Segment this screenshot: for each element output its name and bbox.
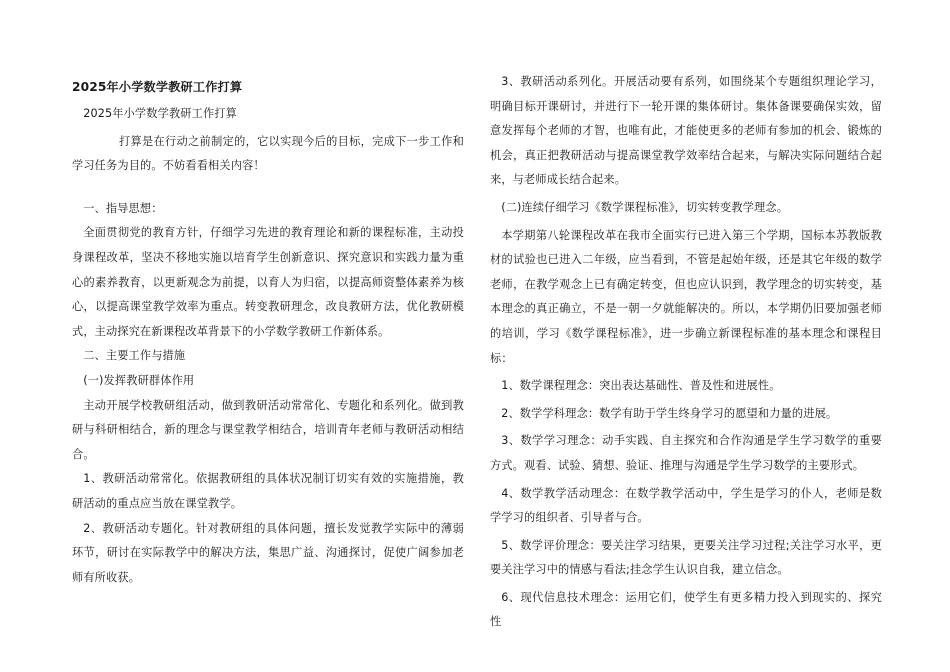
paragraph-topic-activity: 2、教研活动专题化。针对教研组的具体问题，擅长发觉教学实际中的薄弱环节，研讨在实际教学中的解决方法，集思广益、沟通探讨，促使广阔参加老师有所收获。 xyxy=(72,521,464,584)
section-heading-guiding-thought: 一、指导思想： xyxy=(83,201,163,215)
section-heading-main-work: 二、主要工作与措施 xyxy=(83,349,186,363)
list-item-teaching-concept: 4、数学教学活动理念：在数学教学活动中，学生是学习的仆人，老师是数学学习的组织者、引导者与合。 xyxy=(490,486,882,525)
intro-paragraph: 打算是在行动之前制定的，它以实现今后的目标，完成下一步工作和学习任务为目的。不妨看看相关内容！ xyxy=(72,134,464,173)
paragraph-curriculum-reform: 本学期第八轮课程改革在我市全面实行已进入第三个学期，国标本苏教版教材的试验也已进入二年级，应当看到，不管是起始年级，还是其它年级的数学老师，在教学观念上已有确定转变，但也应认识到，教学理念的切实转变，基本理念的真正确立，不是一朝一夕就能解决的。所以，本学期仍旧要加强老师的培训，学习《数学课程标准》，进一步确立新课程标准的基本理念和课程目标： xyxy=(490,228,882,365)
subheading-teaching-group: (一)发挥教研群体作用 xyxy=(83,373,195,387)
paragraph-routine-activity: 1、教研活动常常化。依据教研组的具体状况制订切实有效的实施措施，教研活动的重点应当放在课堂教学。 xyxy=(72,472,464,510)
paragraph-teaching-group: 主动开展学校教研组活动，做到教研活动常常化、专题化和系列化。做到教研与科研相结合，新的理念与课堂教学相结合，培训青年老师与教研活动相结合。 xyxy=(72,398,464,461)
left-column xyxy=(72,75,464,590)
document-title: 2025年小学数学教研工作打算 xyxy=(72,80,243,94)
paragraph-series-activity: 3、教研活动系列化。开展活动要有系列，如围绕某个专题组织理论学习，明确目标开课研讨，并进行下一轮开课的集体研讨。集体备课要确保实效，留意发挥每个老师的才智，也唯有此，才能使更多的老师有参加的机会、锻炼的机会，真正把教研活动与提高课堂教学效率结合起来，与解决实际问题结合起来，与老师成长结合起来。 xyxy=(490,75,882,187)
subheading-curriculum-standard: (二)连续仔细学习《数学课程标准》，切实转变教学理念。 xyxy=(501,200,789,214)
paragraph-guiding-thought: 全面贯彻党的教育方针，仔细学习先进的教育理论和新的课程标准，主动投身课程改革，坚决不移地实施以培育学生创新意识、探究意识和实践力量为重心的素养教育，以更新观念为前提，以育人为归宿，以提高师资整体素养为核心，以提高课堂教学效率为重点。转变教研理念，改良教研方法，优化教研模式，主动探究在新课程改革背景下的小学数学教研工作新体系。 xyxy=(72,226,464,338)
list-item-technology-concept: 6、现代信息技术理念：运用它们，使学生有更多精力投入到现实的、探究性 xyxy=(490,590,882,629)
list-item-subject-concept: 2、数学学科理念：数学有助于学生终身学习的愿望和力量的进展。 xyxy=(501,406,838,420)
list-item-curriculum-concept: 1、数学课程理念：突出表达基础性、普及性和进展性。 xyxy=(501,379,781,393)
subtitle: 2025年小学数学教研工作打算 xyxy=(83,107,237,120)
list-item-evaluation-concept: 5、数学评价理念：要关注学习结果，更要关注学习过程;关注学习水平，更要关注学习中的情感与看法;挂念学生认识自我，建立信念。 xyxy=(490,538,882,577)
right-column xyxy=(490,70,882,635)
list-item-learning-concept: 3、数学学习理念：动手实践、自主探究和合作沟通是学生学习数学的重要方式。观看、试验、猜想、验证、推理与沟通是学生学习数学的主要形式。 xyxy=(490,434,882,472)
